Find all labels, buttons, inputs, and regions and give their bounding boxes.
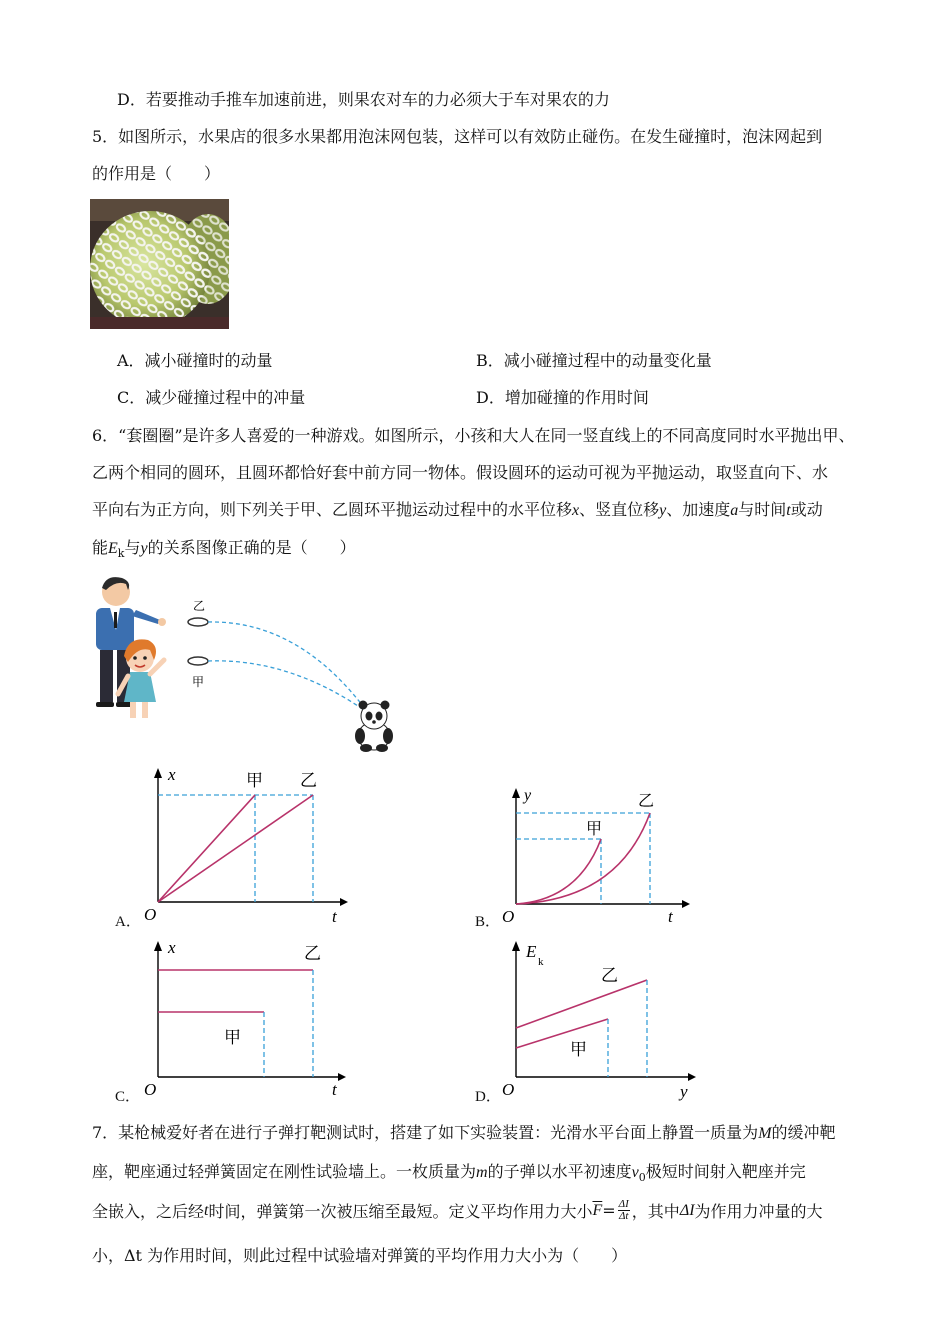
graph-d-label-yi: 乙 <box>601 966 618 985</box>
graph-c-label: C． <box>115 1089 141 1105</box>
graph-a <box>140 762 350 930</box>
q5-option-c: C．减少碰撞过程中的冲量 <box>117 388 306 407</box>
q7-line4: 小，Δt 为作用时间，则此过程中试验墙对弹簧的平均作用力大小为（ ） <box>92 1246 628 1265</box>
q5-stem-line2: 的作用是（ ） <box>92 164 221 183</box>
graph-b-label-yi: 乙 <box>638 793 655 810</box>
ring-yi-label: 乙 <box>193 599 206 613</box>
graph-a-label-yi: 乙 <box>300 771 317 790</box>
q5-option-b: B．减小碰撞过程中的动量变化量 <box>476 351 712 370</box>
graph-a-series-yi <box>158 795 313 902</box>
graph-d-y-axis-label: E <box>526 942 537 961</box>
graph-b-label-jia: 甲 <box>586 821 603 838</box>
ring-toss-illustration <box>88 570 398 755</box>
graph-c-y-axis-label: x <box>168 938 176 957</box>
graph-a-x-axis-label: t <box>332 907 337 926</box>
ring-jia <box>188 657 208 665</box>
graph-b-series-yi <box>516 813 650 904</box>
graph-d <box>498 935 708 1103</box>
graph-c <box>140 935 350 1103</box>
q7-line2: 座，靶座通过轻弹簧固定在刚性试验墙上。一枚质量为m的子弹以水平初速度$v_0$极短时间射入靶座并完 <box>92 1162 806 1185</box>
graph-c-x-axis-label: t <box>332 1080 337 1099</box>
q7-line1: 7．某枪械爱好者在进行子弹打靶测试时，搭建了如下实验装置：光滑水平台面上静置一质量为M的缓冲靶 <box>92 1123 836 1142</box>
q7-line3: 全嵌入，之后经 t 时间，弹簧第一次被压缩至最短。定义平均作用力大小 $\overline{F}$ = $\frac{\Delta I}{\Delta t}$ ，其中 ΔI 为作用力冲量的大 <box>92 1198 823 1222</box>
graph-a-series-jia <box>158 795 255 902</box>
graph-d-series-yi <box>516 980 647 1028</box>
q6-stem-line4: 能$E_k$与y的关系图像正确的是（ ） <box>92 538 356 561</box>
q5-option-a: A．减小碰撞时的动量 <box>117 351 273 370</box>
q5-stem-line1: 5．如图所示，水果店的很多水果都用泡沫网包装，这样可以有效防止碰伤。在发生碰撞时，泡沫网起到 <box>92 127 823 146</box>
graph-b-origin: O <box>502 907 515 926</box>
graph-c-label-jia: 甲 <box>224 1028 241 1047</box>
graph-b <box>498 782 698 930</box>
graph-c-origin: O <box>144 1080 157 1099</box>
q6-stem-line3: 平向右为正方向，则下列关于甲、乙圆环平抛运动过程中的水平位移x、竖直位移y、加速度a与时间t或动 <box>92 500 823 519</box>
graph-d-label: D． <box>475 1089 501 1105</box>
graph-a-label-jia: 甲 <box>246 771 263 790</box>
graph-d-y-axis-sub: k <box>538 956 544 968</box>
fruit-foam-net-photo <box>90 199 229 329</box>
q4-option-d: D．若要推动手推车加速前进，则果农对车的力必须大于车对果农的力 <box>117 90 610 109</box>
q5-option-d: D．增加碰撞的作用时间 <box>476 388 649 407</box>
q7-fraction: $\frac{\Delta I}{\Delta t}$ <box>618 1198 629 1222</box>
panda-toy <box>355 701 393 753</box>
ring-jia-label: 甲 <box>192 675 205 689</box>
ring-yi <box>188 618 208 626</box>
graph-b-x-axis-label: t <box>668 907 673 926</box>
graph-b-series-jia <box>516 839 601 904</box>
graph-a-origin: O <box>144 905 157 924</box>
trajectory-jia <box>208 661 364 710</box>
graph-d-x-axis-label: y <box>680 1082 688 1101</box>
graph-a-label: A． <box>115 914 141 930</box>
q6-stem-line2: 乙两个相同的圆环，且圆环都恰好套中前方同一物体。假设圆环的运动可视为平抛运动，取竖直向下、水 <box>92 463 829 482</box>
graph-d-origin: O <box>502 1080 515 1099</box>
q6-stem-line1: 6．“套圈圈”是许多人喜爱的一种游戏。如图所示，小孩和大人在同一竖直线上的不同高度同时水平抛出甲、 <box>92 426 855 445</box>
graph-d-label-jia: 甲 <box>570 1040 587 1059</box>
graph-c-label-yi: 乙 <box>304 944 321 963</box>
graph-a-y-axis-label: x <box>168 765 176 784</box>
graph-b-label: B． <box>475 914 501 930</box>
graph-b-y-axis-label: y <box>524 787 532 804</box>
